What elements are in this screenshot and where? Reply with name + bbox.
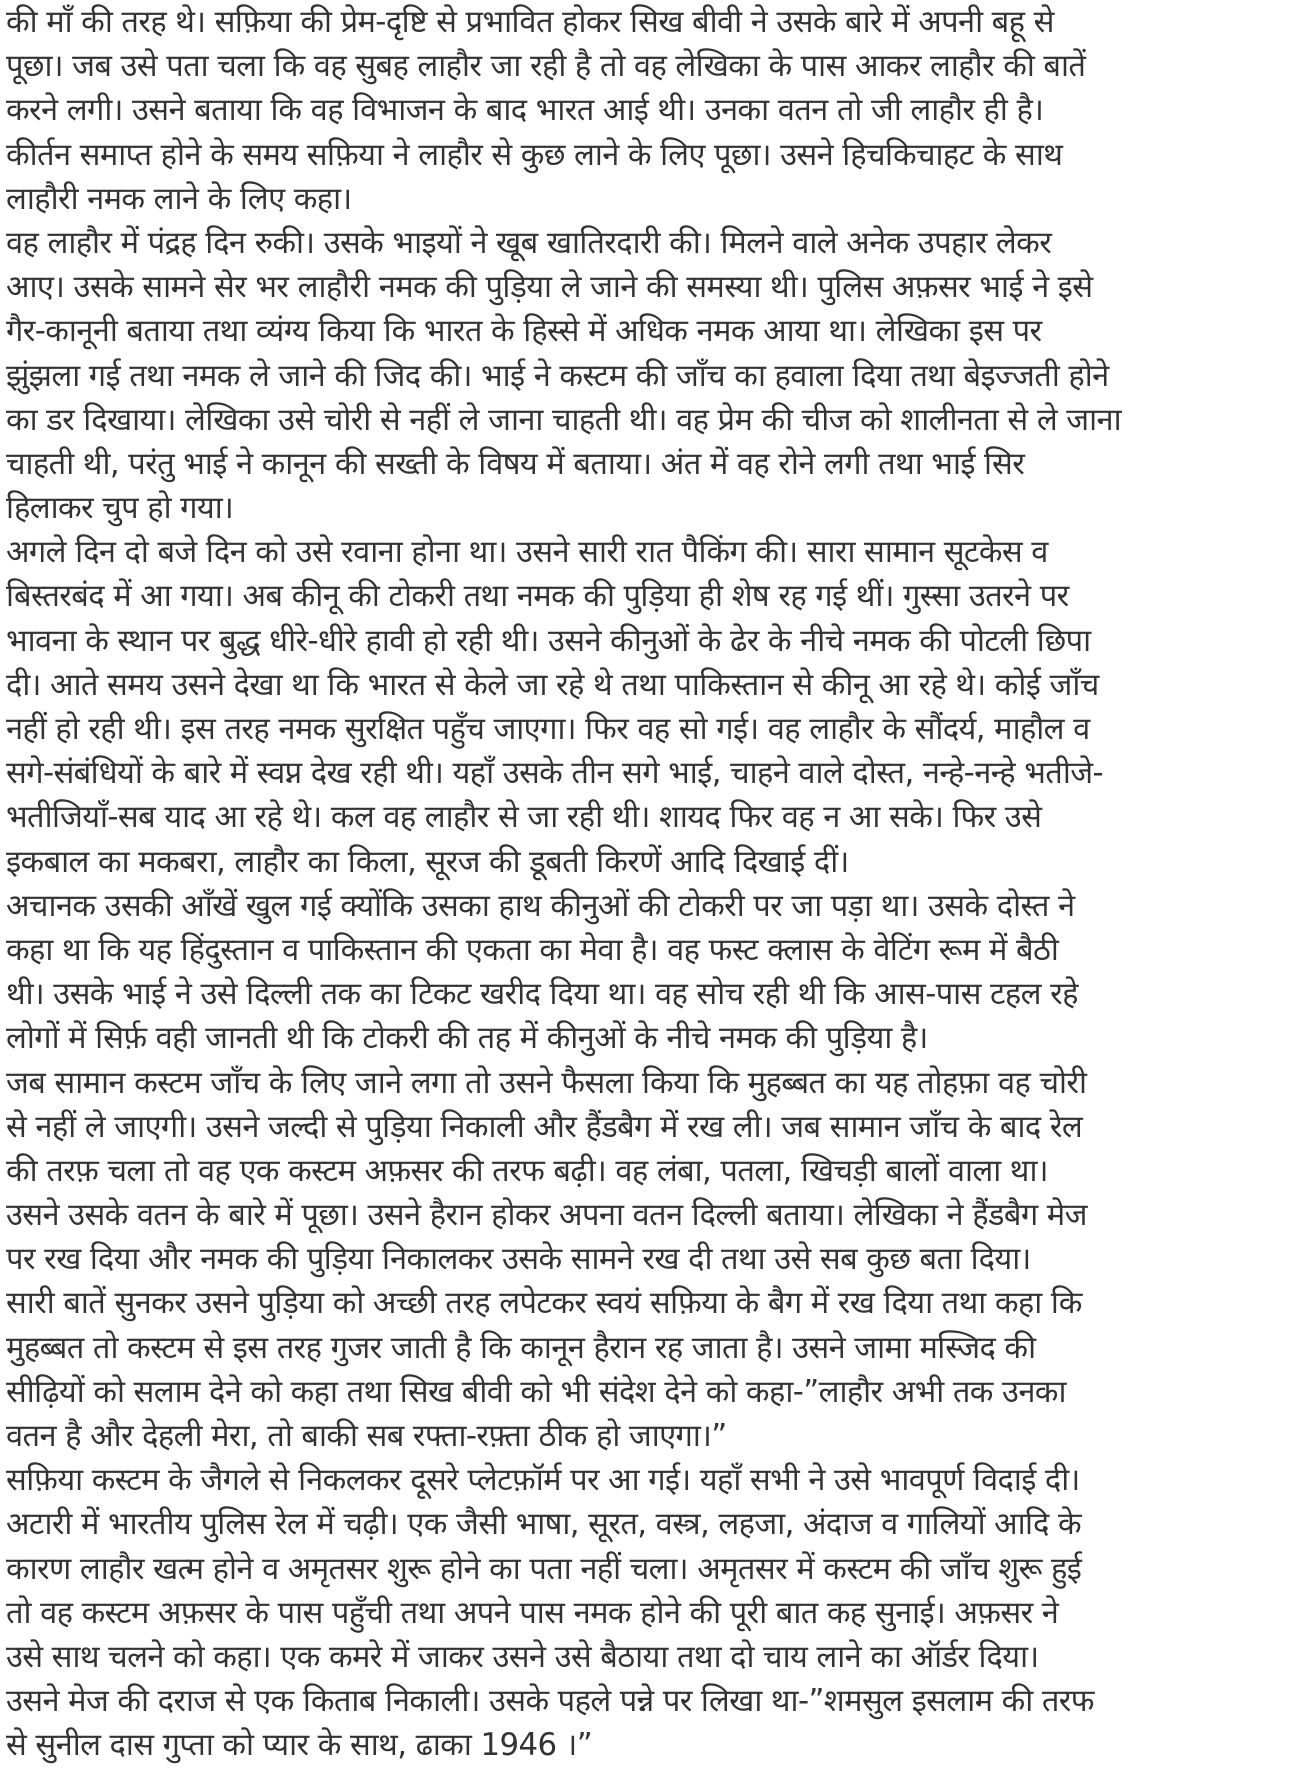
text-line: दी। आते समय उसने देखा था कि भारत से केले जा रहे थे तथा पाकिस्तान से कीनू आ रहे थे। कोई जाँच: [6, 666, 1099, 703]
text-line: सफ़िया कस्टम के जैगले से निकलकर दूसरे प्लेटफ़ॉर्म पर आ गई। यहाँ सभी ने उसे भावपूर्ण विदाई दी।: [6, 1462, 1080, 1499]
text-line: की तरफ़ चला तो वह एक कस्टम अफ़सर की तरफ बढ़ी। वह लंबा, पतला, खिचड़ी बालों वाला था।: [6, 1152, 1048, 1189]
text-line: अटारी में भारतीय पुलिस रेल में चढ़ी। एक जैसी भाषा, सूरत, वस्त्र, लहजा, अंदाज व गालियों आदि के: [6, 1506, 1082, 1543]
text-line: बिस्तरबंद में आ गया। अब कीनू की टोकरी तथा नमक की पुड़िया ही शेष रह गई थीं। गुस्सा उतरने पर: [6, 578, 1069, 615]
text-line: चाहती थी, परंतु भाई ने कानून की सख्ती के विषय में बताया। अंत में वह रोने लगी तथा भाई सिर: [6, 445, 1025, 482]
text-line: पूछा। जब उसे पता चला कि वह सुबह लाहौर जा रही है तो वह लेखिका के पास आकर लाहौर की बातें: [6, 48, 1086, 85]
text-line: कहा था कि यह हिंदुस्तान व पाकिस्तान की एकता का मेवा है। वह फस्ट क्लास के वेटिंग रूम में बैठी: [6, 931, 1059, 968]
text-line: सारी बातें सुनकर उसने पुड़िया को अच्छी तरह लपेटकर स्वयं सफ़िया के बैग में रख दिया तथा कहा कि: [6, 1285, 1082, 1322]
text-line: उसने मेज की दराज से एक किताब निकाली। उसके पहले पन्ने पर लिखा था-”शमसुल इसलाम की तरफ: [6, 1683, 1094, 1720]
text-line: सगे-संबंधियों के बारे में स्वप्न देख रही थी। यहाँ उसके तीन सगे भाई, चाहने वाले दोस्त, नन्हे-नन्हे भतीजे-: [6, 755, 1103, 792]
text-line: पर रख दिया और नमक की पुड़िया निकालकर उसके सामने रख दी तथा उसे सब कुछ बता दिया।: [6, 1241, 1031, 1278]
text-line: वह लाहौर में पंद्रह दिन रुकी। उसके भाइयों ने खूब खातिरदारी की। मिलने वाले अनेक उपहार लेकर: [6, 224, 1052, 261]
text-line: उसने उसके वतन के बारे में पूछा। उसने हैरान होकर अपना वतन दिल्ली बताया। लेखिका ने हैंडबैग मेज: [6, 1197, 1087, 1234]
text-line: नहीं हो रही थी। इस तरह नमक सुरक्षित पहुँच जाएगा। फिर वह सो गई। वह लाहौर के सौंदर्य, माहौल व: [6, 711, 1090, 747]
text-line: जब सामान कस्टम जाँच के लिए जाने लगा तो उसने फैसला किया कि मुहब्बत का यह तोहफ़ा वह चोरी: [6, 1064, 1087, 1101]
text-line: की माँ की तरह थे। सफ़िया की प्रेम-दृष्टि से प्रभावित होकर सिख बीवी ने उसके बारे में अपनी बहू से: [6, 4, 1054, 40]
text-line: उसे साथ चलने को कहा। एक कमरे में जाकर उसने उसे बैठाया तथा दो चाय लाने का ऑर्डर दिया।: [6, 1638, 1039, 1675]
text-line: कीर्तन समाप्त होने के समय सफ़िया ने लाहौर से कुछ लाने के लिए पूछा। उसने हिचकिचाहट के साथ: [6, 136, 1063, 173]
text-line: इकबाल का मकबरा, लाहौर का किला, सूरज की डूबती किरणें आदि दिखाई दीं।: [6, 843, 849, 880]
text-line: कारण लाहौर खत्म होने व अमृतसर शुरू होने का पता नहीं चला। अमृतसर में कस्टम की जाँच शुरू हुई: [6, 1550, 1082, 1587]
text-line: से सुनील दास गुप्ता को प्यार के साथ, ढाका 1946 ।”: [6, 1727, 593, 1764]
text-line: करने लगी। उसने बताया कि वह विभाजन के बाद भारत आई थी। उनका वतन तो जी लाहौर ही है।: [6, 92, 1044, 129]
text-line: सीढ़ियों को सलाम देने को कहा तथा सिख बीवी को भी संदेश देने को कहा-”लाहौर अभी तक उनका: [6, 1373, 1066, 1410]
text-line: अचानक उसकी आँखें खुल गई क्योंकि उसका हाथ कीनुओं की टोकरी पर जा पड़ा था। उसके दोस्त ने: [6, 887, 1075, 924]
text-line: हिलाकर चुप हो गया।: [6, 490, 234, 527]
text-line: तो वह कस्टम अफ़सर के पास पहुँची तथा अपने पास नमक होने की पूरी बात कह सुनाई। अफ़सर ने: [6, 1594, 1059, 1631]
text-line: भतीजियाँ-सब याद आ रहे थे। कल वह लाहौर से जा रही थी। शायद फिर वह न आ सके। फिर उसे: [6, 799, 1042, 836]
text-line: गैर-कानूनी बताया तथा व्यंग्य किया कि भारत के हिस्से में अधिक नमक आया था। लेखिका इस पर: [6, 313, 1042, 350]
text-line: का डर दिखाया। लेखिका उसे चोरी से नहीं ले जाना चाहती थी। वह प्रेम की चीज को शालीनता से ले जाना: [6, 401, 1121, 438]
text-line: अगले दिन दो बजे दिन को उसे रवाना होना था। उसने सारी रात पैकिंग की। सारा सामान सूटकेस व: [6, 534, 1048, 571]
text-line: से नहीं ले जाएगी। उसने जल्दी से पुड़िया निकाली और हैंडबैग में रख ली। जब सामान जाँच के बाद रेल: [6, 1108, 1083, 1145]
text-line: मुहब्बत तो कस्टम से इस तरह गुजर जाती है कि कानून हैरान रह जाता है। उसने जामा मस्जिद की: [6, 1329, 1036, 1366]
text-line: थी। उसके भाई ने उसे दिल्ली तक का टिकट खरीद दिया था। वह सोच रही थी कि आस-पास टहल रहे: [6, 976, 1078, 1013]
text-line: आए। उसके सामने सेर भर लाहौरी नमक की पुड़िया ले जाने की समस्या थी। पुलिस अफ़सर भाई ने इसे: [6, 269, 1093, 306]
text-line: झुंझला गई तथा नमक ले जाने की जिद की। भाई ने कस्टम की जाँच का हवाला दिया तथा बेइज्जती होने: [6, 357, 1109, 394]
text-line: लोगों में सिर्फ़ वही जानती थी कि टोकरी की तह में कीनुओं के नीचे नमक की पुड़िया है।: [6, 1020, 928, 1057]
text-line: भावना के स्थान पर बुद्ध धीरे-धीरे हावी हो रही थी। उसने कीनुओं के ढेर के नीचे नमक की पोटली छिपा: [6, 622, 1091, 659]
text-line: लाहौरी नमक लाने के लिए कहा।: [6, 180, 352, 217]
text-line: वतन है और देहली मेरा, तो बाकी सब रफ्ता-रफ़्ता ठीक हो जाएगा।”: [6, 1418, 727, 1454]
